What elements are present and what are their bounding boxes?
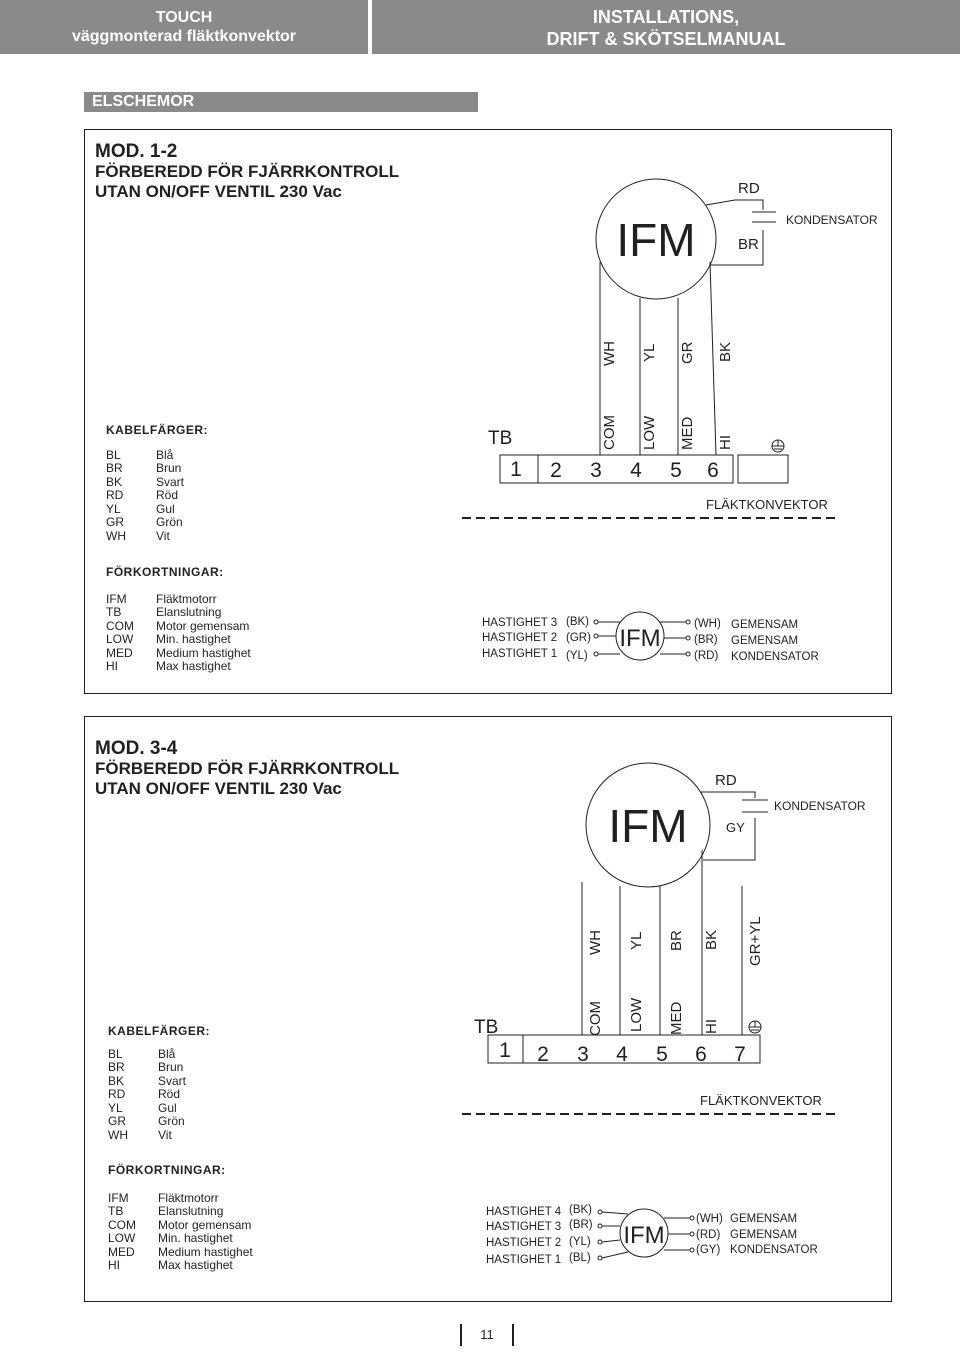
mod12-speed-wire: (GR) xyxy=(566,632,591,644)
mod34-cap-bottom-label: GY xyxy=(726,820,745,835)
mod12-cap-bottom-label: BR xyxy=(738,236,759,253)
mod12-wire-label: GR xyxy=(679,341,696,364)
mod12-terminal-number: 4 xyxy=(630,459,642,482)
mod12-cable-colors-title: KABELFÄRGER: xyxy=(106,423,208,437)
mod34-capacitor-label: KONDENSATOR xyxy=(774,799,866,813)
mod12-output-wire: (RD) xyxy=(694,650,719,662)
mod34-wire-label: BK xyxy=(703,929,720,950)
header-manual-line2: DRIFT & SKÖTSELMANUAL xyxy=(546,29,786,49)
mod12-ground-terminal xyxy=(738,455,788,483)
mod12-terminal-block xyxy=(500,455,733,483)
mod34-tb-label: MED xyxy=(668,1001,685,1035)
legend-row: RD Röd xyxy=(106,488,179,502)
mod12-schematic-motor-label: IFM xyxy=(619,625,661,652)
legend-row: BK Svart xyxy=(106,474,185,489)
mod34-speed-wire: (BK) xyxy=(569,1204,592,1216)
mod34-speed-wire: (YL) xyxy=(569,1236,591,1248)
legend-row: IFM Fläktmotorr xyxy=(108,1190,219,1205)
mod12-terminal-number: 6 xyxy=(707,459,719,482)
mod12-speed-label: HASTIGHET 2 xyxy=(482,632,558,644)
mod34-abbreviations-title: FÖRKORTNINGAR: xyxy=(108,1163,226,1177)
mod12-terminal-number: 2 xyxy=(550,459,562,482)
legend-row: HI Max hastighet xyxy=(106,659,231,673)
mod34-speed-wire: (BL) xyxy=(569,1252,591,1264)
mod12-tb-label: LOW xyxy=(641,415,658,450)
mod34-terminal-number: 4 xyxy=(616,1043,628,1066)
mod12-output-label: GEMENSAM xyxy=(731,635,799,647)
mod12-speed-wire: (BK) xyxy=(566,616,589,628)
mod34-motor-label: IFM xyxy=(608,800,688,852)
legend-row: BR Brun xyxy=(106,461,182,475)
mod34-tb-label: LOW xyxy=(628,997,645,1032)
mod34-abbreviations-table xyxy=(108,1192,253,1273)
section-title: ELSCHEMOR xyxy=(84,92,478,112)
legend-row: LOW Min. hastighet xyxy=(106,632,231,646)
mod34-terminal-number: 7 xyxy=(734,1043,746,1066)
mod34-output-wire: (WH) xyxy=(696,1213,723,1225)
mod12-abbreviations xyxy=(106,566,251,674)
mod12-cap-top-label: RD xyxy=(738,180,760,197)
legend-row: TB Elanslutning xyxy=(108,1204,224,1218)
mod12-cable-colors-table xyxy=(106,449,184,544)
mod12-tb-label: MED xyxy=(679,416,696,450)
legend-row: YL Gul xyxy=(106,501,175,516)
mod34-speed-label: HASTIGHET 3 xyxy=(486,1221,562,1233)
mod34-abbreviations xyxy=(108,1164,253,1273)
legend-row: TB Elanslutning xyxy=(106,605,222,619)
mod12-tb-title: TB xyxy=(488,428,513,449)
mod34-wire-label: YL xyxy=(628,931,645,950)
mod34-output-label: GEMENSAM xyxy=(730,1213,798,1225)
mod12-output-wire: (WH) xyxy=(694,618,721,630)
mod34-unit-label: FLÄKTKONVEKTOR xyxy=(700,1093,822,1108)
mod12-abbreviations-title: FÖRKORTNINGAR: xyxy=(106,565,224,579)
legend-row: WH Vit xyxy=(106,528,170,543)
mod34-speed-label: HASTIGHET 2 xyxy=(486,1237,562,1249)
mod34-tb-label: COM xyxy=(587,1001,604,1036)
mod34-speed-wire: (BR) xyxy=(569,1219,593,1231)
header-product-subtitle: väggmonterad fläktkonvektor xyxy=(71,28,297,45)
mod12-output-label: KONDENSATOR xyxy=(731,651,819,663)
mod12-abbreviations-table xyxy=(106,593,251,674)
mod34-speed-label: HASTIGHET 1 xyxy=(486,1254,562,1266)
legend-row: BL Blå xyxy=(108,1046,176,1061)
mod34-cable-colors-table xyxy=(108,1048,186,1143)
mod34-output-label: GEMENSAM xyxy=(730,1229,798,1241)
mod12-title-line3: UTAN ON/OFF VENTIL 230 Vac xyxy=(95,182,342,201)
mod34-wire-label: BR xyxy=(668,930,685,951)
mod12-cap-wire-top xyxy=(706,200,763,210)
mod12-tb-label: COM xyxy=(601,415,618,450)
legend-row: BK Svart xyxy=(108,1073,187,1088)
mod34-tb-label: HI xyxy=(703,1019,720,1034)
mod12-wire-bk xyxy=(710,262,716,455)
header-product: TOUCH xyxy=(155,9,213,26)
mod12-unit-label: FLÄKTKONVEKTOR xyxy=(706,497,828,512)
legend-row: RD Röd xyxy=(108,1087,181,1101)
mod34-speed-label: HASTIGHET 4 xyxy=(486,1206,562,1218)
mod34-wire-label: GR+YL xyxy=(747,916,764,966)
mod34-output-wire: (GY) xyxy=(696,1244,721,1256)
mod34-title-line3: UTAN ON/OFF VENTIL 230 Vac xyxy=(95,779,342,798)
legend-row: MED Medium hastighet xyxy=(106,645,251,660)
mod34-cable-colors xyxy=(108,1025,210,1142)
legend-row: WH Vit xyxy=(108,1127,172,1142)
mod34-output-wire: (RD) xyxy=(696,1229,721,1241)
mod34-terminal-number: 2 xyxy=(537,1043,549,1066)
legend-row: COM Motor gemensam xyxy=(108,1217,252,1232)
mod34-terminal-number: 3 xyxy=(577,1043,589,1066)
mod12-speed-label: HASTIGHET 3 xyxy=(482,617,558,629)
legend-row: HI Max hastighet xyxy=(108,1258,233,1272)
mod34-terminal-number: 1 xyxy=(499,1039,511,1062)
legend-row: MED Medium hastighet xyxy=(108,1244,253,1259)
mod12-terminal-number: 1 xyxy=(510,458,522,481)
legend-row: YL Gul xyxy=(108,1100,177,1115)
mod34-cap-wire-top xyxy=(700,792,755,798)
mod34-cable-colors-title: KABELFÄRGER: xyxy=(108,1024,210,1038)
legend-row: COM Motor gemensam xyxy=(106,618,250,633)
legend-row: GR Grön xyxy=(108,1114,185,1128)
mod34-title-line2: FÖRBEREDD FÖR FJÄRRKONTROLL xyxy=(95,759,400,778)
mod34-cap-top-label: RD xyxy=(715,772,737,789)
mod34-wire-label: WH xyxy=(587,930,604,955)
mod12-speed-wire: (YL) xyxy=(566,650,588,662)
mod12-tb-label: HI xyxy=(717,435,734,450)
mod12-terminal-number: 5 xyxy=(670,459,682,482)
mod34-tb-title: TB xyxy=(474,1017,499,1038)
legend-row: LOW Min. hastighet xyxy=(108,1231,233,1245)
page-number: 11 xyxy=(480,1327,494,1342)
header-manual-line1: INSTALLATIONS, xyxy=(592,7,740,27)
mod12-title-model: MOD. 1-2 xyxy=(95,141,178,162)
mod34-terminal-number: 5 xyxy=(656,1043,668,1066)
legend-row: BL Blå xyxy=(106,447,174,462)
mod12-output-label: GEMENSAM xyxy=(731,619,799,631)
mod12-output-wire: (BR) xyxy=(694,634,718,646)
mod12-speed-label: HASTIGHET 1 xyxy=(482,648,558,660)
mod12-wire-label: BK xyxy=(717,341,734,362)
legend-row: BR Brun xyxy=(108,1060,184,1074)
mod12-terminal-number: 3 xyxy=(590,459,602,482)
mod12-title-line2: FÖRBEREDD FÖR FJÄRRKONTROLL xyxy=(95,162,400,181)
mod34-output-label: KONDENSATOR xyxy=(730,1244,818,1256)
mod12-capacitor-label: KONDENSATOR xyxy=(786,213,878,227)
mod34-terminal-number: 6 xyxy=(695,1043,707,1066)
mod12-wire-label: WH xyxy=(601,341,618,366)
mod12-wire-label: YL xyxy=(641,343,658,362)
mod34-title-model: MOD. 3-4 xyxy=(95,738,178,759)
mod34-schematic-motor-label: IFM xyxy=(623,1222,665,1249)
mod12-cable-colors xyxy=(106,424,208,543)
legend-row: GR Grön xyxy=(106,515,183,529)
legend-row: IFM Fläktmotorr xyxy=(106,591,217,606)
mod12-motor-label: IFM xyxy=(616,214,696,266)
